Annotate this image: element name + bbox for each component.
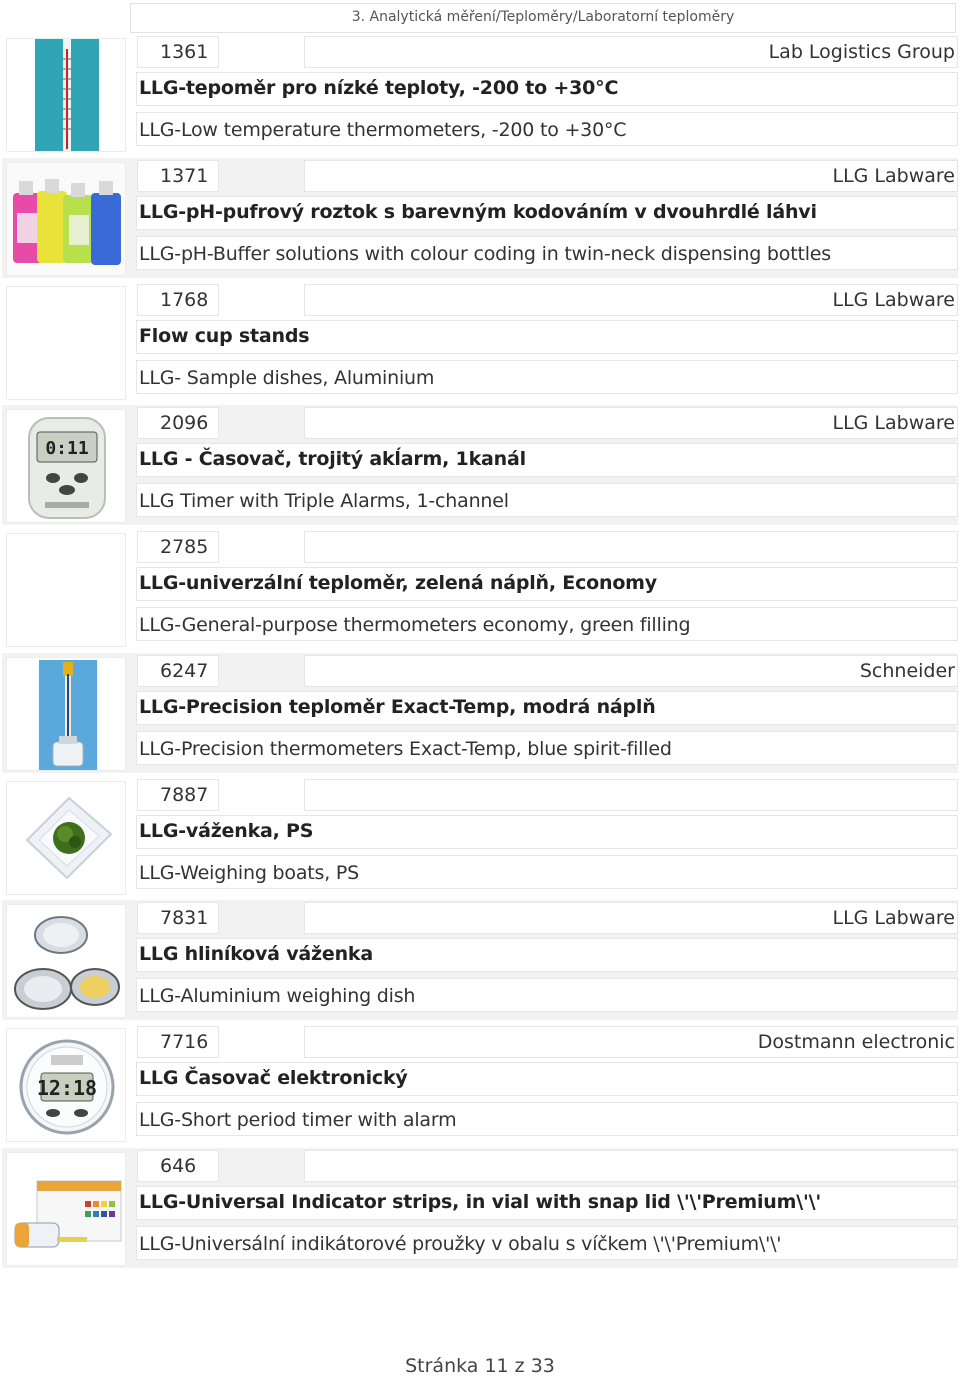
product-id: 1371 — [160, 165, 209, 187]
product-name-en: LLG-Weighing boats, PS — [139, 862, 360, 884]
product-name-en-cell — [136, 855, 958, 889]
product-name-cz: LLG-tepoměr pro nízké teploty, -200 to +30°C — [139, 77, 619, 99]
product-id: 646 — [160, 1155, 197, 1177]
product-name-en: LLG-Low temperature thermometers, -200 to +30°C — [139, 119, 627, 141]
product-row — [2, 282, 958, 402]
product-id-cell — [137, 531, 219, 563]
product-row — [2, 653, 958, 773]
product-name-cell — [136, 320, 958, 354]
product-id-cell — [137, 284, 219, 316]
product-name-en: LLG-Short period timer with alarm — [139, 1109, 457, 1131]
product-name-en: LLG-pH-Buffer solutions with colour coding in twin-neck dispensing bottles — [139, 243, 831, 265]
product-id: 2096 — [160, 412, 209, 434]
product-brand: LLG Labware — [832, 412, 955, 434]
product-name-cell — [136, 72, 958, 106]
product-row — [2, 1148, 958, 1268]
product-row — [2, 158, 958, 278]
aluminium-dish-icon — [6, 904, 126, 1018]
product-name-cz: LLG hliníková váženka — [139, 943, 373, 965]
product-name-en-cell — [136, 483, 958, 517]
timer-display: 12:18 — [36, 1076, 98, 1100]
precision-thermometer-icon — [6, 657, 126, 771]
product-id-cell — [137, 36, 219, 68]
product-name-cz: LLG-Precision teploměr Exact-Temp, modrá náplň — [139, 696, 656, 718]
product-name-cell — [136, 443, 958, 477]
product-name-cz: LLG-váženka, PS — [139, 820, 314, 842]
product-row — [2, 900, 958, 1020]
product-id: 1768 — [160, 289, 209, 311]
product-name-en: LLG Timer with Triple Alarms, 1-channel — [139, 490, 509, 512]
product-id-cell — [137, 902, 219, 934]
product-name-cz: LLG-univerzální teploměr, zelená náplň, Economy — [139, 572, 657, 594]
product-name-en-cell — [136, 236, 958, 270]
product-name-cell — [136, 1062, 958, 1096]
product-brand: Lab Logistics Group — [768, 41, 955, 63]
product-id: 7831 — [160, 907, 209, 929]
product-row — [2, 529, 958, 649]
product-name-en-cell — [136, 1226, 958, 1260]
product-name-en: LLG-Universální indikátorové proužky v obalu s víčkem \'\'Premium\'\' — [139, 1233, 782, 1255]
product-name-cz: Flow cup stands — [139, 325, 310, 347]
product-brand: LLG Labware — [832, 165, 955, 187]
product-name-en-cell — [136, 112, 958, 146]
product-row — [2, 34, 958, 154]
brand-cell — [304, 407, 958, 439]
product-id: 6247 — [160, 660, 209, 682]
product-brand: Schneider — [859, 660, 955, 682]
product-id-cell — [137, 655, 219, 687]
product-id-cell — [137, 1150, 219, 1182]
brand-cell — [304, 36, 958, 68]
product-name-en-cell — [136, 731, 958, 765]
product-name-cz: LLG-Universal Indicator strips, in vial with snap lid \'\'Premium\'\' — [139, 1191, 821, 1213]
product-name-cell — [136, 938, 958, 972]
product-row — [2, 1024, 958, 1144]
product-id-cell — [137, 1026, 219, 1058]
product-brand: LLG Labware — [832, 289, 955, 311]
empty-thumbnail — [6, 286, 126, 400]
product-name-cell — [136, 815, 958, 849]
buffer-bottles-icon — [6, 162, 126, 276]
brand-cell — [304, 1026, 958, 1058]
product-row — [2, 777, 958, 897]
product-row — [2, 405, 958, 525]
breadcrumb: 3. Analytická měření/Teploměry/Laboratorní teploměry — [351, 9, 735, 25]
empty-thumbnail — [6, 533, 126, 647]
brand-cell — [304, 284, 958, 316]
product-name-cell — [136, 567, 958, 601]
page-number: Stránka 11 z 33 — [405, 1355, 555, 1377]
product-name-cell — [136, 1186, 958, 1220]
brand-cell — [304, 1150, 958, 1182]
brand-cell — [304, 655, 958, 687]
product-name-en-cell — [136, 607, 958, 641]
product-name-en: LLG-Aluminium weighing dish — [139, 985, 416, 1007]
brand-cell — [304, 902, 958, 934]
timer-icon — [6, 409, 126, 523]
brand-cell — [304, 531, 958, 563]
product-name-en: LLG-Precision thermometers Exact-Temp, blue spirit-filled — [139, 738, 672, 760]
indicator-strips-icon — [6, 1152, 126, 1266]
round-timer-icon — [6, 1028, 126, 1142]
product-id-cell — [137, 779, 219, 811]
product-name-cz: LLG-pH-pufrový roztok s barevným kodováním v dvouhrdlé láhvi — [139, 201, 817, 223]
product-id: 2785 — [160, 536, 209, 558]
product-name-cz: LLG Časovač elektronický — [139, 1067, 408, 1089]
thermometer-icon — [6, 38, 126, 152]
weighing-boat-icon — [6, 781, 126, 895]
product-name-en-cell — [136, 978, 958, 1012]
product-name-en: LLG- Sample dishes, Aluminium — [139, 367, 435, 389]
page-header — [130, 3, 956, 33]
svg-text:0:11: 0:11 — [45, 438, 89, 459]
product-name-cell — [136, 691, 958, 725]
product-brand: Dostmann electronic — [757, 1031, 955, 1053]
product-id: 7887 — [160, 784, 209, 806]
product-id: 1361 — [160, 41, 209, 63]
product-id: 7716 — [160, 1031, 209, 1053]
product-name-cell — [136, 196, 958, 230]
brand-cell — [304, 779, 958, 811]
product-brand: LLG Labware — [832, 907, 955, 929]
brand-cell — [304, 160, 958, 192]
product-name-en-cell — [136, 1102, 958, 1136]
product-id-cell — [137, 407, 219, 439]
product-name-en-cell — [136, 360, 958, 394]
product-name-en: LLG-General-purpose thermometers economy, green filling — [139, 614, 691, 636]
product-name-cz: LLG - Časovač, trojitý akĺarm, 1kanál — [139, 448, 526, 470]
product-id-cell — [137, 160, 219, 192]
